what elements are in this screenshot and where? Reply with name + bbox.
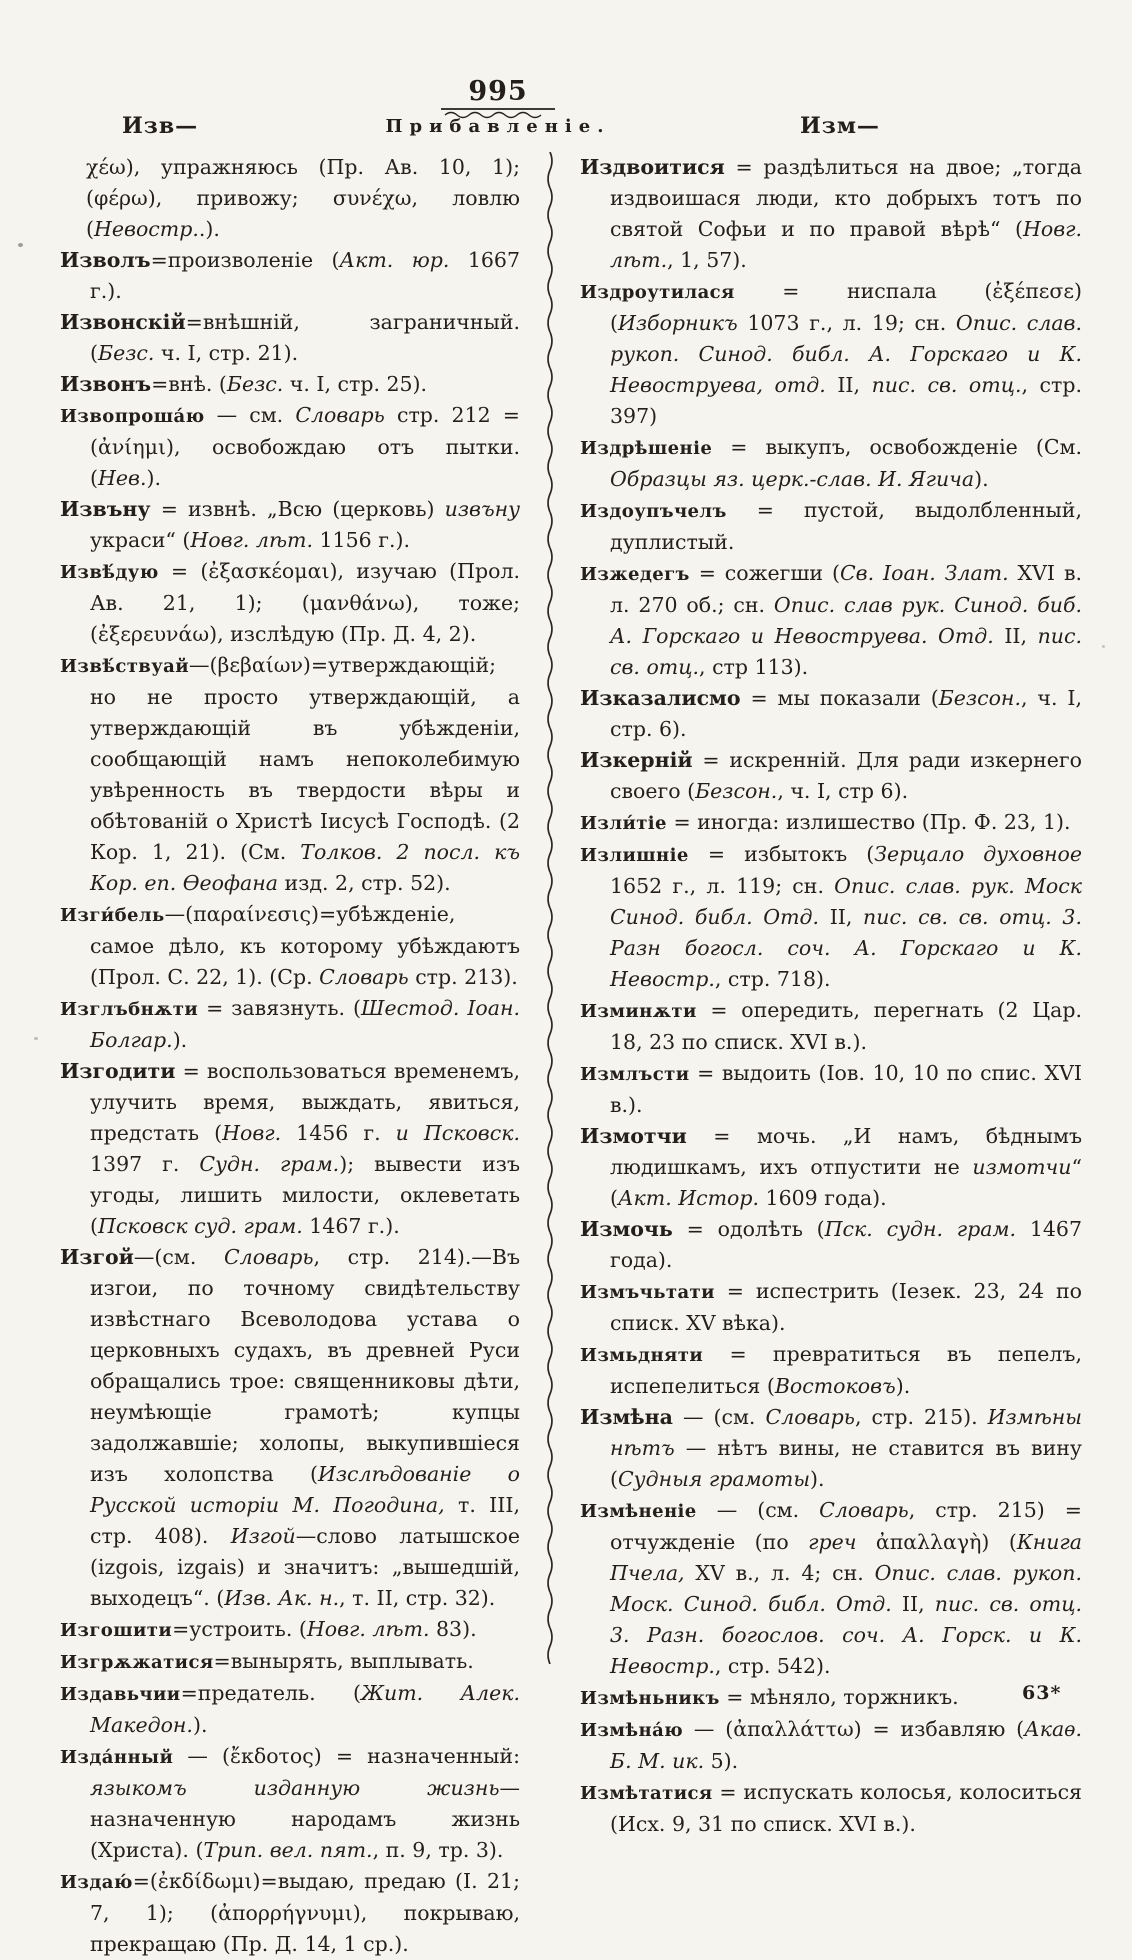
entry-text: измотчи: [972, 1155, 1072, 1179]
headword: Изминѫти: [580, 1001, 697, 1022]
entry-text: = мѣняло, торжникъ.: [719, 1685, 959, 1709]
entry-text: извъну: [444, 497, 520, 521]
dictionary-entry: [60, 307, 520, 369]
entry-text: =вынырять, выплывать.: [213, 1649, 474, 1673]
entry-text: Акаѳ. Б. М. ик.: [610, 1717, 1082, 1773]
headword: Извонскій: [60, 310, 186, 334]
entry-text: = пустой, выдолбленный, дуплистый.: [610, 498, 1082, 554]
page-number-block: [388, 78, 608, 119]
entry-text: , ч. I, стр 6).: [777, 779, 909, 803]
entry-text: пис. св. св. отц. 3. Разн богосл. соч. А. Горскаго и К. Невостр.: [610, 905, 1082, 991]
entry-text: 1397 г.: [90, 1152, 200, 1176]
entry-text: ).: [810, 1467, 825, 1491]
scan-speck: [1102, 645, 1105, 648]
entry-text: =предатель. (: [180, 1681, 361, 1705]
headword: Измѣна́ю: [580, 1720, 684, 1741]
dictionary-entry: [580, 1682, 1082, 1714]
dictionary-entry: [580, 558, 1082, 683]
entry-text: Зерцало духовное: [874, 842, 1082, 866]
dictionary-entry: [60, 1056, 520, 1242]
entry-text: Безсон.: [695, 779, 778, 803]
entry-text: ).: [974, 467, 989, 491]
entry-text: Новг. лѣт.: [610, 217, 1082, 272]
headword: Измъчьтати: [580, 1282, 715, 1303]
dictionary-entry: [60, 899, 520, 993]
page-section-title: Прибавленіе.: [385, 116, 611, 137]
headword: Изказалисмо: [580, 686, 741, 710]
entry-text: изд. 2, стр. 52).: [278, 871, 451, 895]
entry-text: украси“ (: [90, 528, 191, 552]
entry-text: пис. св. отц. 3. Разн. богослов. соч. А. Горск. и К. Невостр.: [610, 1592, 1083, 1678]
entry-text: II,: [819, 905, 864, 929]
entry-text: , стр. 215) = отчужденіе (по: [610, 1498, 1082, 1554]
entry-text: и Псковск.: [395, 1121, 520, 1145]
running-head-left: Изв—: [122, 113, 199, 139]
entry-text: Новг.: [222, 1121, 282, 1145]
entry-text: —(βεβαίων)=утверждающій; но не просто утверждающій, а утверждающій въ убѣжденіи, сообщающій намъ непоколебимую увѣренность въ твердости вѣры и обѣтованій о Христѣ Іисусѣ Господѣ. (2 Кор. 1, 21). (См.: [90, 653, 520, 864]
dictionary-entry: [580, 745, 1082, 807]
entry-text: =произволеніе (: [150, 248, 340, 272]
entry-text: Толков. 2 посл. къ Кор. еп. Ѳеофана: [90, 840, 520, 895]
entry-text: — (ἀπαλλάττω) = избавляю (: [683, 1717, 1025, 1741]
page-number: 995: [468, 76, 528, 107]
dictionary-entry: [60, 1866, 520, 1960]
entry-text: Судныя грамоты: [618, 1467, 811, 1491]
entry-text: =внѣ. (: [151, 372, 227, 396]
entry-text: XVI в. л. 270 об.; сн.: [610, 561, 1082, 617]
entry-text: Словарь: [819, 1498, 909, 1522]
entry-text: , стр. 542).: [714, 1654, 831, 1678]
entry-text: Изгой: [230, 1524, 296, 1548]
entry-text: Образцы яз. церк.-слав. И. Ягича: [610, 467, 975, 491]
entry-text: ).: [146, 466, 161, 490]
entry-text: =(ἐκδίδωμι)=выдаю, предаю (І. 21; 7, 1); (ἀπορρήγνυμι), покрываю, прекращаю (Пр. Д. 14, 1 ср.).: [90, 1869, 520, 1956]
entry-text: Новг. лѣт.: [306, 1617, 430, 1641]
entry-text: = испускать колосья, колоситься (Исх. 9, 31 по списк. XVI в.).: [610, 1780, 1082, 1836]
dictionary-entry: [60, 494, 520, 556]
entry-text: = (ἐξασκέομαι), изучаю (Прол. Ав. 21, 1); (μανθάνω), тоже; (ἐξερευνάω), изслѣдую (Пр. Д. 4, 2).: [90, 559, 520, 646]
dictionary-entry: [60, 245, 520, 307]
entry-text: = ниспала (ἐξέπεσε) (: [610, 279, 1082, 335]
column-divider-wavy-rule: [546, 152, 554, 1664]
entry-text: Судн. грам.: [199, 1152, 340, 1176]
entry-text: ч. I, стр. 25).: [283, 372, 428, 396]
entry-text: Псковск суд. грам.: [98, 1214, 303, 1238]
dictionary-entry: [580, 1495, 1082, 1682]
entry-text: ).: [172, 1028, 188, 1052]
dictionary-entry: [580, 1339, 1082, 1402]
left-column: [60, 152, 520, 1960]
headword: Изволъ: [60, 248, 151, 272]
dictionary-entry: [60, 1242, 520, 1614]
entry-text: = искренній. Для ради изкернего своего (: [610, 748, 1082, 803]
entry-text: Св. Іоан. Злат.: [839, 561, 1009, 585]
column-divider: [520, 152, 580, 1664]
entry-text: Словарь: [319, 965, 409, 989]
entry-text: , 1, 57).: [667, 248, 747, 272]
entry-text: — (см.: [672, 1405, 766, 1429]
two-column-text-block: [60, 152, 1082, 1960]
entry-text: , ч. I, стр. 6).: [610, 686, 1082, 741]
entry-text: ἀπαλλαγὴ) (: [856, 1530, 1017, 1554]
entry-text: , стр. 214).—Въ изгои, по точному свидѣтельству извѣстнаго Всеволодова устава о церковныхъ судахъ, въ древней Руси обращались трое: священниковы дѣти, неумѣющіе грамотѣ; купцы задолжавшіе; холопы, выкупившіеся изъ холопства (: [90, 1245, 520, 1486]
dictionary-entry: [60, 1646, 520, 1678]
dictionary-entry: [580, 495, 1082, 558]
headword: Издоупъчелъ: [580, 501, 727, 522]
entry-text: , п. 9, тр. 3).: [372, 1838, 504, 1862]
headword: Изгодити: [60, 1059, 176, 1083]
entry-text: = раздѣлиться на двое; „тогда издвоишася люди, кто добрыхъ тотъ по святой Софьи и по правой вѣрѣ“ (: [610, 155, 1082, 241]
entry-text: = завязнуть. (: [198, 996, 362, 1020]
headword: Изглъбнѫти: [60, 999, 199, 1020]
headword: Измѣна: [580, 1405, 673, 1429]
entry-text: = выкупъ, освобожденіе (См.: [712, 435, 1082, 459]
headword: Измѣненіе: [580, 1501, 697, 1522]
entry-text: = превратиться въ пепелъ, испепелиться (: [610, 1342, 1082, 1398]
signature-mark: 63*: [1022, 1682, 1062, 1704]
entry-text: = опередить, перегнать (2 Цар. 18, 23 по списк. XVI в.).: [610, 998, 1082, 1054]
dictionary-entry: [580, 276, 1082, 432]
dictionary-entry: [580, 807, 1082, 839]
headword: Изгрѫжатися: [60, 1652, 214, 1673]
entry-text: Измѣны нѣтъ: [610, 1405, 1082, 1460]
entry-text: 1652 г., л. 119; сн.: [610, 874, 835, 898]
entry-text: = воспользоваться временемъ, улучить время, выждать, явиться, предстать (: [90, 1059, 520, 1145]
entry-text: Нев.: [98, 466, 147, 490]
headword: Измочь: [580, 1217, 673, 1241]
entry-text: “ (: [610, 1155, 1082, 1210]
entry-text: 5).: [704, 1749, 739, 1773]
entry-text: Изслѣдованіе о Русской исторіи М. Погодина,: [90, 1462, 520, 1517]
entry-text: 1667 г.).: [90, 248, 520, 303]
entry-text: Невостр.: [94, 217, 199, 241]
entry-text: Безсон.: [938, 686, 1021, 710]
entry-text: Опис. слав. рук. Моск Синод. библ. Отд.: [610, 874, 1083, 929]
dictionary-entry: [580, 1276, 1082, 1339]
entry-text: , стр 113).: [699, 655, 809, 679]
entry-text: пис. св. отц.: [871, 373, 1022, 397]
headword: Извонъ: [60, 372, 152, 396]
dictionary-entry: [580, 1402, 1082, 1495]
entry-text: ).: [895, 1374, 911, 1398]
entry-text: =устроить. (: [172, 1617, 307, 1641]
headword: Извѣ́ствуай: [60, 656, 190, 677]
entry-text: Пск. судн. грам.: [824, 1217, 1017, 1241]
headword: Измѣтатися: [580, 1783, 713, 1804]
entry-text: стр. 212 = (ἀνίημι), освобождаю отъ пытки. (: [90, 403, 520, 490]
dictionary-entry: [60, 650, 520, 899]
entry-text: стр. 213).: [408, 965, 518, 989]
entry-text: , стр. 718).: [714, 967, 831, 991]
entry-text: = иногда: излишество (Пр. Ф. 23, 1).: [666, 810, 1071, 834]
entry-text: 83).: [429, 1617, 477, 1641]
entry-text: = испестрить (Іезек. 23, 24 по списк. XV вѣка).: [610, 1279, 1082, 1335]
headword: Извъну: [60, 497, 151, 521]
entry-text: Словарь: [765, 1405, 855, 1429]
entry-text: — (ἔκδοτος) = назначенный:: [173, 1744, 520, 1768]
dictionary-entry: [580, 1777, 1082, 1840]
dictionary-entry: [60, 1741, 520, 1866]
entry-text: Изборникъ: [618, 311, 738, 335]
entry-text: Востоковъ: [774, 1374, 896, 1398]
entry-text: Трип. вел. пят.: [203, 1838, 373, 1862]
headword: Изжедегъ: [580, 564, 690, 585]
dictionary-entry: [60, 556, 520, 650]
headword: Извопроша́ю: [60, 406, 205, 427]
entry-text: Безс.: [98, 341, 155, 365]
entry-text: χέω), упражняюсь (Пр. Ав. 10, 1); (φέρω), привожу; συνέχω, ловлю (: [86, 155, 520, 241]
entry-text: языкомъ изданную жизнь: [90, 1776, 500, 1800]
entry-text: 1156 г.).: [313, 528, 410, 552]
entry-text: = мы показали (: [740, 686, 939, 710]
headword: Издрѣшеніе: [580, 438, 713, 459]
entry-text: II,: [891, 1592, 935, 1616]
entry-text: —(παραίνεσις)=убѣжденіе, самое дѣло, къ которому убѣждаютъ (Прол. С. 22, 1). (Ср.: [90, 902, 520, 989]
entry-text: Безс.: [226, 372, 284, 396]
entry-text: пис. св. отц.: [610, 624, 1082, 679]
entry-text: Книга Пчела,: [610, 1530, 1082, 1585]
entry-text: т. III, стр. 408).: [90, 1493, 520, 1548]
entry-text: Акт. Истор.: [618, 1186, 760, 1210]
entry-text: — см.: [204, 403, 296, 427]
entry-text: ).: [192, 1713, 208, 1737]
entry-text: , стр. 397): [610, 373, 1083, 428]
dictionary-entry: [580, 995, 1082, 1058]
headword: Измьдняти: [580, 1345, 704, 1366]
headword: Изда́нный: [60, 1747, 174, 1768]
headword: Издаю́: [60, 1872, 133, 1893]
dictionary-entry: [580, 1214, 1082, 1276]
dictionary-entry: [580, 1121, 1082, 1214]
headword: Измотчи: [580, 1124, 687, 1148]
entry-text: 1073 г., л. 19; сн.: [737, 311, 956, 335]
entry-text: II,: [993, 624, 1038, 648]
dictionary-entry: [60, 1614, 520, 1646]
entry-text: Опис. слав рук. Синод. биб. А. Горскаго и Невоструева. Отд.: [610, 593, 1082, 648]
entry-text: Новг. лѣт.: [190, 528, 313, 552]
entry-text: 1609 года).: [759, 1186, 887, 1210]
entry-text: 1467 г.).: [302, 1214, 400, 1238]
entry-text: II,: [825, 373, 872, 397]
entry-text: = одолѣть (: [672, 1217, 825, 1241]
entry-text: = выдоить (Іов. 10, 10 по спис. XVI в.).: [610, 1061, 1082, 1117]
entry-text: — нѣтъ вины, не ставится въ вину (: [610, 1436, 1082, 1491]
entry-text: = извнѣ. „Всю (церковь): [150, 497, 445, 521]
headword: Издавьчии: [60, 1684, 181, 1705]
entry-text: Шестод. Іоан. Болгар.: [90, 996, 521, 1052]
entry-text: —(см.: [133, 1245, 224, 1269]
entry-text: —назначенную народамъ жизнь (Христа). (: [90, 1776, 520, 1862]
headword: Издвоитися: [580, 155, 725, 179]
dictionary-entry: [60, 1678, 520, 1741]
entry-text: , т. II, стр. 32).: [339, 1586, 496, 1610]
dictionary-entry: [60, 369, 520, 400]
headword: Изгошити: [60, 1620, 173, 1641]
headword: Измѣньникъ: [580, 1688, 720, 1709]
entry-text: ); вывести изъ угоды, лишить милости, оклеветать (: [90, 1152, 520, 1238]
headword: Измлъсти: [580, 1064, 690, 1085]
dictionary-entry: [580, 1058, 1082, 1121]
entry-text: ч. I, стр. 21).: [154, 341, 299, 365]
dictionary-entry: [60, 152, 520, 245]
entry-text: 1467 года).: [610, 1217, 1082, 1272]
scan-speck: [18, 243, 23, 247]
headword: Излишніе: [580, 845, 689, 866]
headword: Изгой: [60, 1245, 134, 1269]
entry-text: XV в., л. 4; сн.: [684, 1561, 875, 1585]
headword: Извѣ́дую: [60, 562, 159, 583]
entry-text: — (см.: [696, 1498, 820, 1522]
entry-text: Акт. юр.: [339, 248, 450, 272]
entry-text: Словарь: [223, 1245, 314, 1269]
entry-text: = сожегши (: [689, 561, 840, 585]
entry-text: =внѣшній, заграничный. (: [90, 310, 520, 365]
entry-text: 1456 г.: [281, 1121, 396, 1145]
right-column: [580, 152, 1082, 1840]
entry-text: Изв. Ак. н.: [224, 1586, 340, 1610]
dictionary-entry: [580, 152, 1082, 276]
entry-text: Опис. слав. рукоп. Моск. Синод. библ. Отд.: [610, 1561, 1082, 1616]
dictionary-entry: [580, 839, 1082, 995]
headword: Изги́бель: [60, 905, 165, 926]
headword: Изкерній: [580, 748, 693, 772]
entry-text: , стр. 215).: [854, 1405, 988, 1429]
dictionary-entry: [60, 400, 520, 494]
headword: Изли́тіе: [580, 813, 667, 834]
entry-text: = избытокъ (: [688, 842, 875, 866]
entry-text: = мочь. „И намъ, бѣднымъ людишкамъ, ихъ отпустити не: [610, 1124, 1082, 1179]
dictionary-entry: [580, 1714, 1082, 1777]
entry-text: Жит. Алек. Македон.: [90, 1681, 520, 1737]
dictionary-entry: [580, 432, 1082, 495]
headword: Издроутилася: [580, 282, 735, 303]
dictionary-entry: [60, 993, 520, 1056]
entry-text: Словарь: [295, 403, 385, 427]
scan-speck: [34, 1037, 38, 1040]
entry-text: Опис. слав. рукоп. Синод. библ. А. Горскаго и К. Невоструева, отд.: [610, 311, 1083, 397]
dictionary-entry: [580, 683, 1082, 745]
entry-text: греч: [808, 1530, 857, 1554]
entry-text: .).: [198, 217, 220, 241]
running-head-right: Изм—: [800, 113, 880, 139]
entry-text: —слово латышское (izgois, izgais) и значитъ: „вышедшій, выходецъ“. (: [90, 1524, 520, 1610]
